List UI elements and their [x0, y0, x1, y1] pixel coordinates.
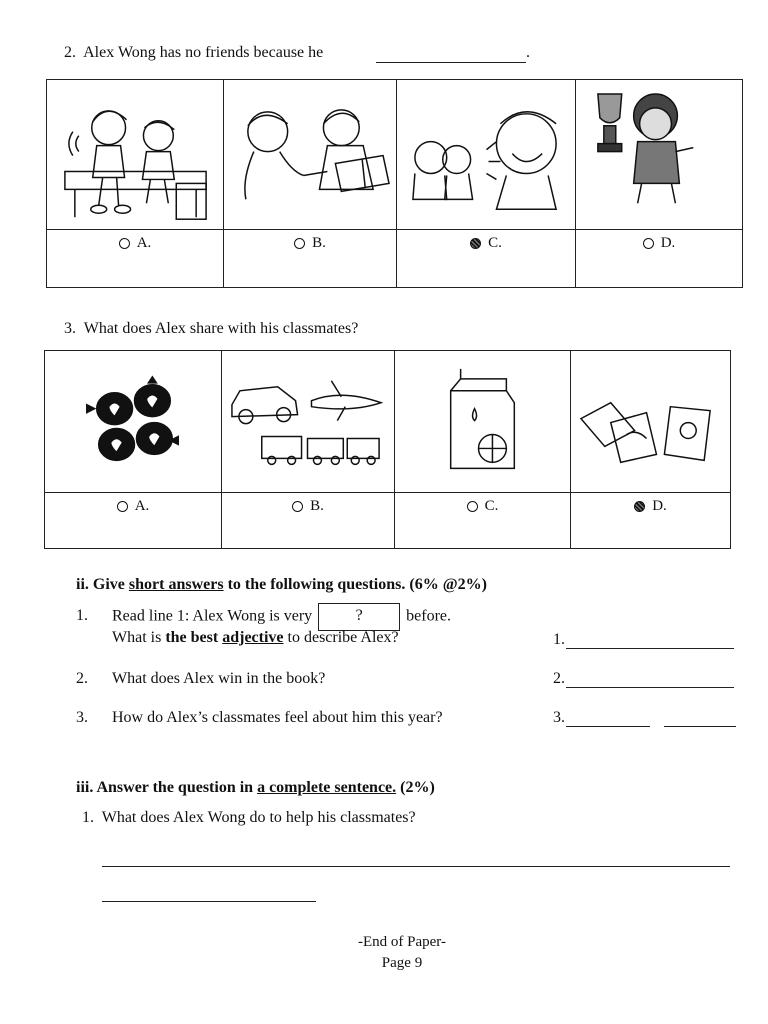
q3-option-d-label: D. — [652, 498, 667, 515]
section-ii-heading — [76, 576, 487, 594]
juice-box-illustration — [395, 351, 570, 492]
q3-option-c-label: C. — [484, 498, 499, 515]
q2-option-d-bubble[interactable] — [643, 238, 654, 249]
q3-prompt — [64, 320, 358, 338]
q3-number: 3. — [64, 320, 76, 337]
section-ii-q1-before: before. — [406, 607, 452, 625]
q3-option-d[interactable] — [571, 493, 731, 549]
section-iii-heading — [76, 779, 435, 797]
section-ii-a2-label: 2. — [553, 670, 565, 687]
q2-picture-a — [47, 80, 224, 230]
q2-option-b[interactable] — [224, 230, 397, 288]
section-ii-a3-line-1[interactable] — [566, 726, 650, 727]
section-ii-q1-describe: to describe Alex? — [283, 629, 399, 646]
candies-illustration — [45, 351, 221, 492]
section-iii-prefix: iii. Answer the question in — [76, 779, 258, 796]
q2-prompt — [64, 44, 323, 62]
q2-text: Alex Wong has no friends because he — [83, 44, 324, 61]
q3-option-c-bubble[interactable] — [467, 501, 478, 512]
section-ii-prefix: ii. Give — [76, 576, 129, 593]
section-iii-q1 — [82, 809, 416, 827]
section-ii-underlined: short answers — [128, 576, 224, 593]
q3-option-a[interactable] — [45, 493, 222, 549]
page-number: Page 9 — [381, 955, 423, 971]
section-iii-answer-line-2[interactable] — [102, 901, 316, 902]
section-ii-q2-number: 2. — [76, 670, 88, 687]
q2-option-a[interactable] — [47, 230, 224, 288]
q3-options-table — [44, 350, 731, 549]
section-ii-q1-number: 1. — [76, 607, 88, 624]
section-ii-q1-what-is: What is — [112, 629, 166, 646]
q2-number: 2. — [64, 44, 76, 61]
q2-picture-b — [224, 80, 397, 230]
section-iii-suffix: (2%) — [396, 779, 435, 796]
q3-option-b-bubble[interactable] — [292, 501, 303, 512]
section-ii-q1-the-best: the best — [165, 629, 223, 646]
q3-picture-b — [222, 351, 395, 493]
q3-option-a-bubble[interactable] — [117, 501, 128, 512]
q3-option-b[interactable] — [222, 493, 395, 549]
q2-option-c[interactable] — [397, 230, 576, 288]
q3-option-a-label: A. — [134, 498, 150, 515]
q3-picture-c — [395, 351, 571, 493]
section-ii-a3-label: 3. — [553, 709, 565, 726]
section-ii-q1-read-line: Read line 1: Alex Wong is very — [112, 607, 313, 625]
section-ii-q1-adjective: adjective — [222, 629, 284, 646]
end-of-paper: -End of Paper- — [357, 934, 446, 950]
section-ii-q1-blank-box: ? — [318, 603, 400, 631]
q3-text: What does Alex share with his classmates? — [83, 320, 359, 337]
boy-reaching-for-girls-book-illustration — [224, 80, 396, 229]
section-ii-a1-label: 1. — [553, 631, 565, 648]
q2-end-mark: . — [526, 44, 530, 61]
q2-option-b-label: B. — [312, 235, 326, 252]
q2-option-d[interactable] — [576, 230, 743, 288]
picture-books-illustration — [571, 351, 730, 492]
section-iii-q1-number: 1. — [82, 809, 94, 826]
section-iii-q1-text: What does Alex Wong do to help his classmates? — [101, 809, 416, 826]
section-ii-suffix: to the following questions. (6% @2%) — [223, 576, 487, 593]
boy-with-trophy-illustration — [576, 80, 742, 229]
section-ii-q2-text: What does Alex win in the book? — [112, 670, 326, 687]
children-whispering-bench-illustration — [47, 80, 223, 229]
q2-option-c-label: C. — [488, 235, 502, 252]
section-ii-q1-line-a — [112, 603, 451, 631]
q2-option-c-bubble[interactable] — [470, 238, 481, 249]
section-ii-q3-text: How do Alex’s classmates feel about him this year? — [112, 709, 443, 726]
section-ii-a3-line-2[interactable] — [664, 726, 736, 727]
section-ii-q3-number: 3. — [76, 709, 88, 726]
q2-picture-c — [397, 80, 576, 230]
q2-answer-blank[interactable] — [376, 62, 526, 63]
q3-picture-d — [571, 351, 731, 493]
section-ii-q1-line-b — [112, 629, 399, 647]
q2-options-table — [46, 79, 743, 288]
section-ii-a2-line[interactable] — [566, 687, 734, 688]
boy-shouting-at-children-illustration — [397, 80, 575, 229]
q2-option-b-bubble[interactable] — [294, 238, 305, 249]
q2-option-a-bubble[interactable] — [119, 238, 130, 249]
section-iii-answer-line-1[interactable] — [102, 866, 730, 867]
section-iii-underlined: a complete sentence. — [257, 779, 397, 796]
q3-option-c[interactable] — [395, 493, 571, 549]
q2-picture-d — [576, 80, 743, 230]
q2-option-a-label: A. — [136, 235, 152, 252]
toys-car-plane-train-illustration — [222, 351, 394, 492]
section-ii-a1-line[interactable] — [566, 648, 734, 649]
q3-option-b-label: B. — [310, 498, 324, 515]
q3-option-d-bubble[interactable] — [634, 501, 645, 512]
q2-option-d-label: D. — [660, 235, 676, 252]
q3-picture-a — [45, 351, 222, 493]
